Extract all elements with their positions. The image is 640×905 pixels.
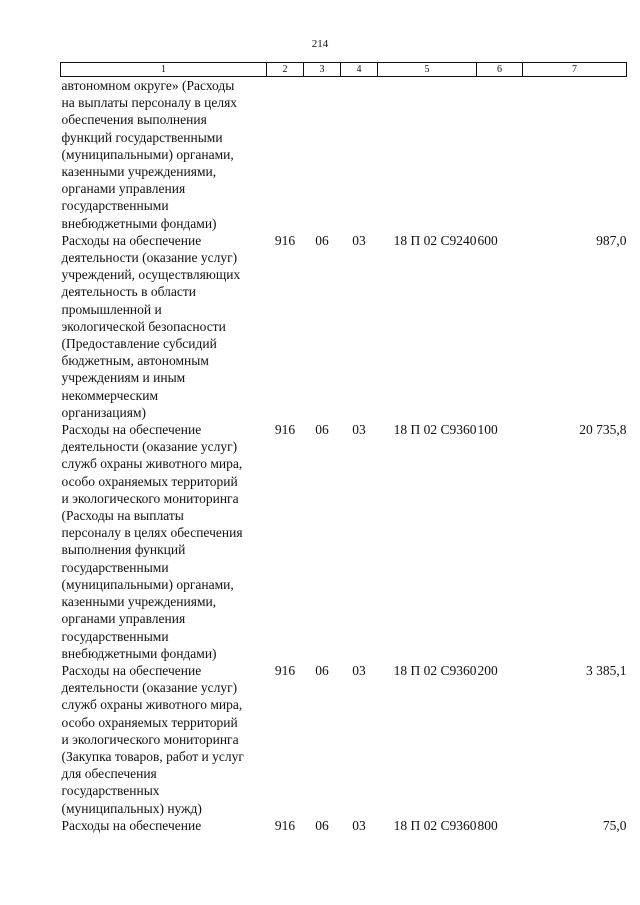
expense-type-code: 100 (477, 422, 498, 438)
description-line: автономном округе» (Расходы (61, 78, 235, 93)
description-line: (Закупка товаров, работ и услуг (61, 748, 244, 764)
row-description (61, 421, 267, 662)
description-line: государственными (61, 559, 169, 575)
description-line: казенными учреждениями, (61, 164, 217, 180)
table-row (61, 662, 627, 817)
description-line: казенными учреждениями, (61, 594, 217, 610)
section-code: 06 (315, 662, 329, 678)
description-line: (Расходы на выплаты (61, 508, 184, 524)
description-line: особо охраняемых территорий (61, 714, 238, 730)
description-line: функций государственными (61, 129, 223, 145)
description-line: государственных (61, 783, 160, 799)
description-line: (Предоставление субсидий (61, 336, 217, 352)
column-number-header (61, 63, 627, 77)
target-article-code: 18 П 02 С9360 (393, 817, 477, 833)
expense-type-code: 600 (477, 232, 498, 248)
description-line: Расходы на обеспечение (61, 422, 202, 438)
description-line: Расходы на обеспечение (61, 662, 202, 678)
description-line: служб охраны животного мира, (61, 697, 243, 713)
section-code: 06 (315, 422, 329, 438)
amount-value: 20 735,8 (579, 422, 627, 438)
description-line: учреждениям и иным (61, 370, 186, 386)
amount-value: 987,0 (596, 232, 627, 248)
description-line: государственными (61, 198, 169, 214)
column-header-1: 1 (61, 63, 267, 77)
subsection-code: 03 (352, 817, 366, 833)
description-line: особо охраняемых территорий (61, 473, 238, 489)
description-line: бюджетным, автономным (61, 353, 209, 369)
description-line: выполнения функций (61, 542, 186, 558)
ministry-code: 916 (274, 662, 296, 678)
description-line: (муниципальными) органами, (61, 146, 234, 162)
description-line: деятельности (оказание услуг) (61, 680, 238, 696)
description-line: Расходы на обеспечение (61, 817, 202, 833)
subsection-code: 03 (352, 232, 366, 248)
subsection-code: 03 (352, 422, 366, 438)
row-description (61, 662, 267, 817)
description-line: персоналу в целях обеспечения (61, 525, 243, 541)
ministry-code (267, 77, 304, 232)
target-article-code: 18 П 02 С9360 (393, 662, 477, 678)
section-code (304, 77, 341, 232)
target-article-code: 18 П 02 С9240 (393, 232, 477, 248)
description-line: Расходы на обеспечение (61, 232, 202, 248)
amount-value: 3 385,1 (586, 662, 627, 678)
description-line: для обеспечения (61, 766, 157, 782)
column-header-2: 2 (267, 63, 304, 77)
budget-table (60, 62, 627, 834)
description-line: (муниципальными) органами, (61, 576, 234, 592)
description-line: органами управления (61, 181, 186, 197)
ministry-code: 916 (274, 817, 296, 833)
description-line: обеспечения выполнения (61, 112, 207, 128)
description-line: промышленной и (61, 301, 162, 317)
column-header-6: 6 (477, 63, 523, 77)
column-header-5: 5 (378, 63, 477, 77)
table-row (61, 232, 627, 421)
expense-type-code: 800 (477, 817, 498, 833)
description-line: внебюджетными фондами) (61, 215, 217, 231)
description-line: на выплаты персоналу в целях (61, 95, 238, 111)
description-line: деятельность в области (61, 284, 196, 300)
table-row (61, 421, 627, 662)
row-description (61, 77, 267, 232)
description-line: и экологического мониторинга (61, 731, 239, 747)
expense-type-code (477, 77, 523, 232)
description-line: и экологического мониторинга (61, 490, 239, 506)
description-line: деятельности (оказание услуг) (61, 439, 238, 455)
ministry-code: 916 (274, 232, 296, 248)
subsection-code: 03 (352, 662, 366, 678)
description-line: органами управления (61, 611, 186, 627)
column-header-7: 7 (523, 63, 627, 77)
table-row (61, 817, 627, 834)
expense-type-code: 200 (477, 662, 498, 678)
target-article-code (378, 77, 477, 232)
description-line: (муниципальных) нужд) (61, 800, 202, 816)
description-line: учреждений, осуществляющих (61, 267, 241, 283)
ministry-code: 916 (274, 422, 296, 438)
description-line: государственными (61, 628, 169, 644)
description-line: экологической безопасности (61, 318, 226, 334)
description-line: деятельности (оказание услуг) (61, 250, 238, 266)
row-description (61, 232, 267, 421)
subsection-code (341, 77, 378, 232)
row-description (61, 817, 267, 834)
description-line: организациям) (61, 404, 147, 420)
description-line: служб охраны животного мира, (61, 456, 243, 472)
description-line: внебюджетными фондами) (61, 645, 217, 661)
column-header-3: 3 (304, 63, 341, 77)
table-body (61, 77, 627, 834)
amount-value (523, 77, 627, 232)
section-code: 06 (315, 817, 329, 833)
target-article-code: 18 П 02 С9360 (393, 422, 477, 438)
description-line: некоммерческим (61, 387, 159, 403)
page-number: 214 (311, 38, 329, 50)
amount-value: 75,0 (602, 817, 627, 833)
section-code: 06 (315, 232, 329, 248)
table-row (61, 77, 627, 232)
column-header-4: 4 (341, 63, 378, 77)
